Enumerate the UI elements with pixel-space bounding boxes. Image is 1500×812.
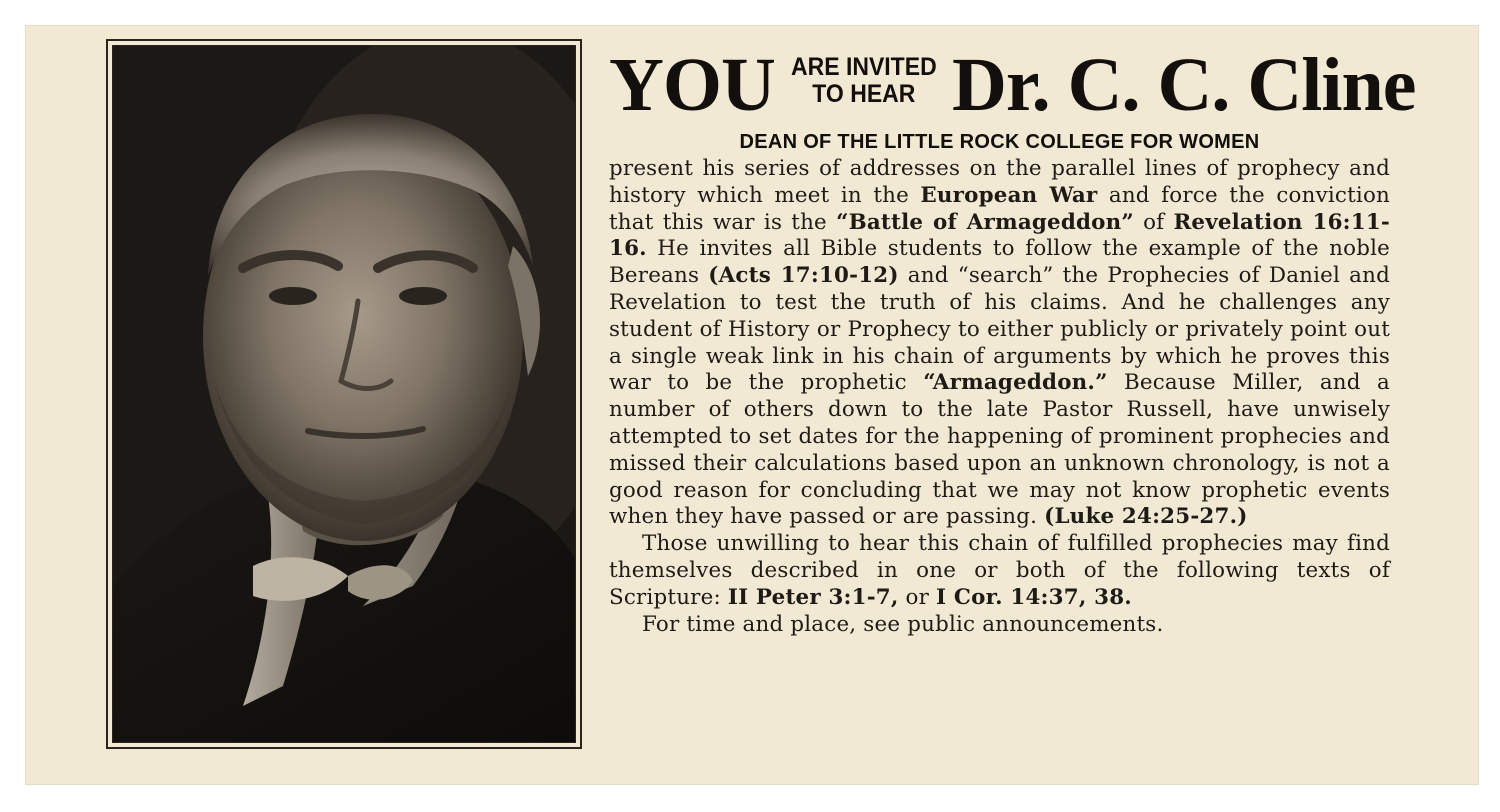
headline-invited-line2: TO HEAR (812, 80, 916, 108)
paragraph-2 (609, 531, 1390, 611)
portrait-photo (112, 45, 576, 743)
p1-text-1: present his series of addresses on the parallel lines of prophecy and history which meet in the (609, 156, 1390, 208)
p1-text-6: Because Miller, and a number of others down to the late Pastor Russell, have unwisely attempted to set dates for the happening of prominent prophecies and missed their calculations based upon an unknown chronology, is not a good reason for concluding that we may not know prophetic events when they have passed or are passing. (609, 370, 1390, 530)
portrait-frame (106, 39, 582, 749)
paragraph-3: For time and place, see public announcements. (642, 611, 1164, 637)
headline-invited-line1: ARE INVITED (791, 53, 937, 81)
p1-bold-luke: (Luke 24:25-27.) (1044, 504, 1248, 530)
p2-text-1: Those unwilling to hear this chain of fulfilled prophecies may find themselves described in one or both of the following texts of Scripture: (609, 531, 1390, 610)
headline-you: YOU (609, 43, 775, 127)
p1-text-4: He invites all Bible students to follow the example of the noble Bereans (609, 236, 1390, 289)
speaker-title: DEAN OF THE LITTLE ROCK COLLEGE FOR WOMEN (739, 131, 1260, 153)
p1-text-2: and force the conviction that this war is the (609, 182, 1390, 235)
p1-bold-battle: “Battle of Armageddon” (836, 209, 1134, 235)
p1-text-3: of (1133, 209, 1174, 235)
p2-text-2: or (898, 584, 937, 610)
headline (609, 43, 1416, 127)
headline-invited (791, 54, 937, 108)
p1-text-5: and “search” the Prophecies of Daniel and Revelation to test the truth of his claims. And he challenges any student of History or Prophecy to either publicly or privately point out a single weak link in his chain of arguments by which he proves this war to be the prophetic (609, 263, 1391, 396)
portrait-illustration (113, 46, 576, 743)
p2-bold-cor: I Cor. 14:37, 38. (936, 584, 1132, 610)
p1-bold-armageddon: “Armageddon.” (923, 370, 1108, 396)
p1-bold-european-war: European War (920, 182, 1098, 208)
paragraph-1 (609, 156, 1390, 531)
p1-bold-acts: (Acts 17:10-12) (708, 263, 899, 289)
headline-speaker-name: Dr. C. C. Cline (952, 43, 1416, 127)
p1-bold-revelation: Revelation 16:11-16. (609, 209, 1390, 262)
invitation-card (26, 26, 1478, 784)
invitation-text (609, 43, 1416, 638)
p2-bold-peter: II Peter 3:1-7, (727, 584, 899, 610)
